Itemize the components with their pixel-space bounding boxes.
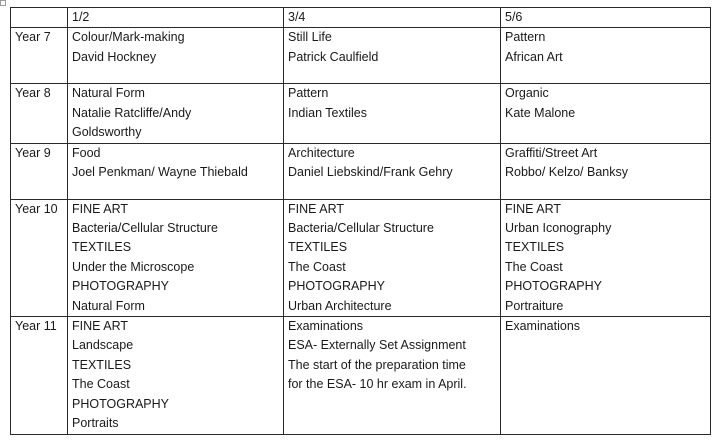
- cell-line: TEXTILES: [72, 240, 132, 255]
- cell-year-8-term-1-2[interactable]: [68, 84, 284, 143]
- cell-year-7-term-5-6[interactable]: [501, 28, 711, 84]
- cell-year-10-term-3-4[interactable]: [284, 199, 501, 316]
- year-label[interactable]: Year 11: [11, 317, 68, 434]
- cell-line: The Coast: [72, 377, 130, 392]
- cell-line: The Coast: [505, 259, 563, 274]
- table-move-handle[interactable]: [0, 0, 6, 6]
- cell-line: Indian Textiles: [288, 105, 367, 120]
- cell-line: Pattern: [288, 86, 329, 101]
- cell-line: Pattern: [505, 30, 546, 45]
- cell-line: FINE ART: [72, 319, 129, 334]
- cell-year-8-term-3-4[interactable]: [284, 84, 501, 143]
- cell-line: African Art: [505, 49, 563, 64]
- cell-line: The start of the preparation time: [288, 357, 466, 372]
- cell-year-10-term-5-6[interactable]: [501, 199, 711, 316]
- cell-year-11-term-5-6[interactable]: [501, 317, 711, 434]
- cell-year-10-term-1-2[interactable]: [68, 199, 284, 316]
- cell-line: TEXTILES: [505, 240, 565, 255]
- table-row-year-8: [11, 84, 711, 143]
- cell-line: Food: [72, 145, 101, 160]
- cell-line: Architecture: [288, 145, 355, 160]
- header-cell-term-3-4[interactable]: 3/4: [284, 8, 501, 28]
- cell-line: Natalie Ratcliffe/Andy: [72, 105, 192, 120]
- cell-line: Natural Form: [72, 86, 145, 101]
- cell-line: Goldsworthy: [72, 125, 142, 140]
- header-cell-term-1-2[interactable]: 1/2: [68, 8, 284, 28]
- cell-line: Still Life: [288, 30, 332, 45]
- cell-line: Kate Malone: [505, 105, 576, 120]
- cell-line: Examinations: [505, 319, 581, 334]
- header-cell-term-5-6[interactable]: 5/6: [501, 8, 711, 28]
- cell-line: Patrick Caulfield: [288, 49, 379, 64]
- cell-line: Examinations: [288, 319, 364, 334]
- curriculum-table: [10, 7, 711, 435]
- cell-line: The Coast: [288, 259, 346, 274]
- cell-line: Bacteria/Cellular Structure: [72, 221, 218, 236]
- cell-line: Natural Form: [72, 298, 145, 313]
- year-label[interactable]: Year 9: [11, 143, 68, 199]
- cell-line: PHOTOGRAPHY: [72, 279, 170, 294]
- cell-line: TEXTILES: [288, 240, 348, 255]
- year-label[interactable]: Year 10: [11, 199, 68, 316]
- cell-line: Daniel Liebskind/Frank Gehry: [288, 165, 453, 180]
- table-row-year-7: [11, 28, 711, 84]
- cell-line: Urban Iconography: [505, 221, 612, 236]
- cell-line: FINE ART: [505, 201, 562, 216]
- cell-line: ESA- Externally Set Assignment: [288, 338, 466, 353]
- cell-year-8-term-5-6[interactable]: [501, 84, 711, 143]
- year-label[interactable]: Year 8: [11, 84, 68, 143]
- table-row-year-11: [11, 317, 711, 434]
- cell-year-11-term-3-4[interactable]: [284, 317, 501, 434]
- cell-line: PHOTOGRAPHY: [72, 396, 170, 411]
- cell-year-9-term-5-6[interactable]: [501, 143, 711, 199]
- cell-line: for the ESA- 10 hr exam in April.: [288, 377, 467, 392]
- cell-line: FINE ART: [72, 201, 129, 216]
- cell-line: TEXTILES: [72, 357, 132, 372]
- cell-line: Robbo/ Kelzo/ Banksy: [505, 165, 628, 180]
- cell-year-11-term-1-2[interactable]: [68, 317, 284, 434]
- cell-line: FINE ART: [288, 201, 345, 216]
- cell-year-7-term-3-4[interactable]: [284, 28, 501, 84]
- cell-line: Landscape: [72, 338, 134, 353]
- year-label[interactable]: Year 7: [11, 28, 68, 84]
- cell-line: Portraits: [72, 416, 119, 431]
- cell-line: PHOTOGRAPHY: [288, 279, 386, 294]
- header-row: [11, 8, 711, 28]
- cell-year-9-term-3-4[interactable]: [284, 143, 501, 199]
- cell-line: Bacteria/Cellular Structure: [288, 221, 434, 236]
- table-row-year-9: [11, 143, 711, 199]
- cell-line: David Hockney: [72, 49, 157, 64]
- cell-line: Organic: [505, 86, 549, 101]
- cell-line: Urban Architecture: [288, 298, 392, 313]
- header-cell-year[interactable]: [11, 8, 68, 28]
- cell-year-9-term-1-2[interactable]: [68, 143, 284, 199]
- cell-line: Graffiti/Street Art: [505, 145, 598, 160]
- cell-line: Portraiture: [505, 298, 564, 313]
- cell-line: PHOTOGRAPHY: [505, 279, 603, 294]
- table-row-year-10: [11, 199, 711, 316]
- cell-line: Colour/Mark-making: [72, 30, 185, 45]
- cell-line: Joel Penkman/ Wayne Thiebald: [72, 165, 248, 180]
- cell-line: Under the Microscope: [72, 259, 195, 274]
- cell-year-7-term-1-2[interactable]: [68, 28, 284, 84]
